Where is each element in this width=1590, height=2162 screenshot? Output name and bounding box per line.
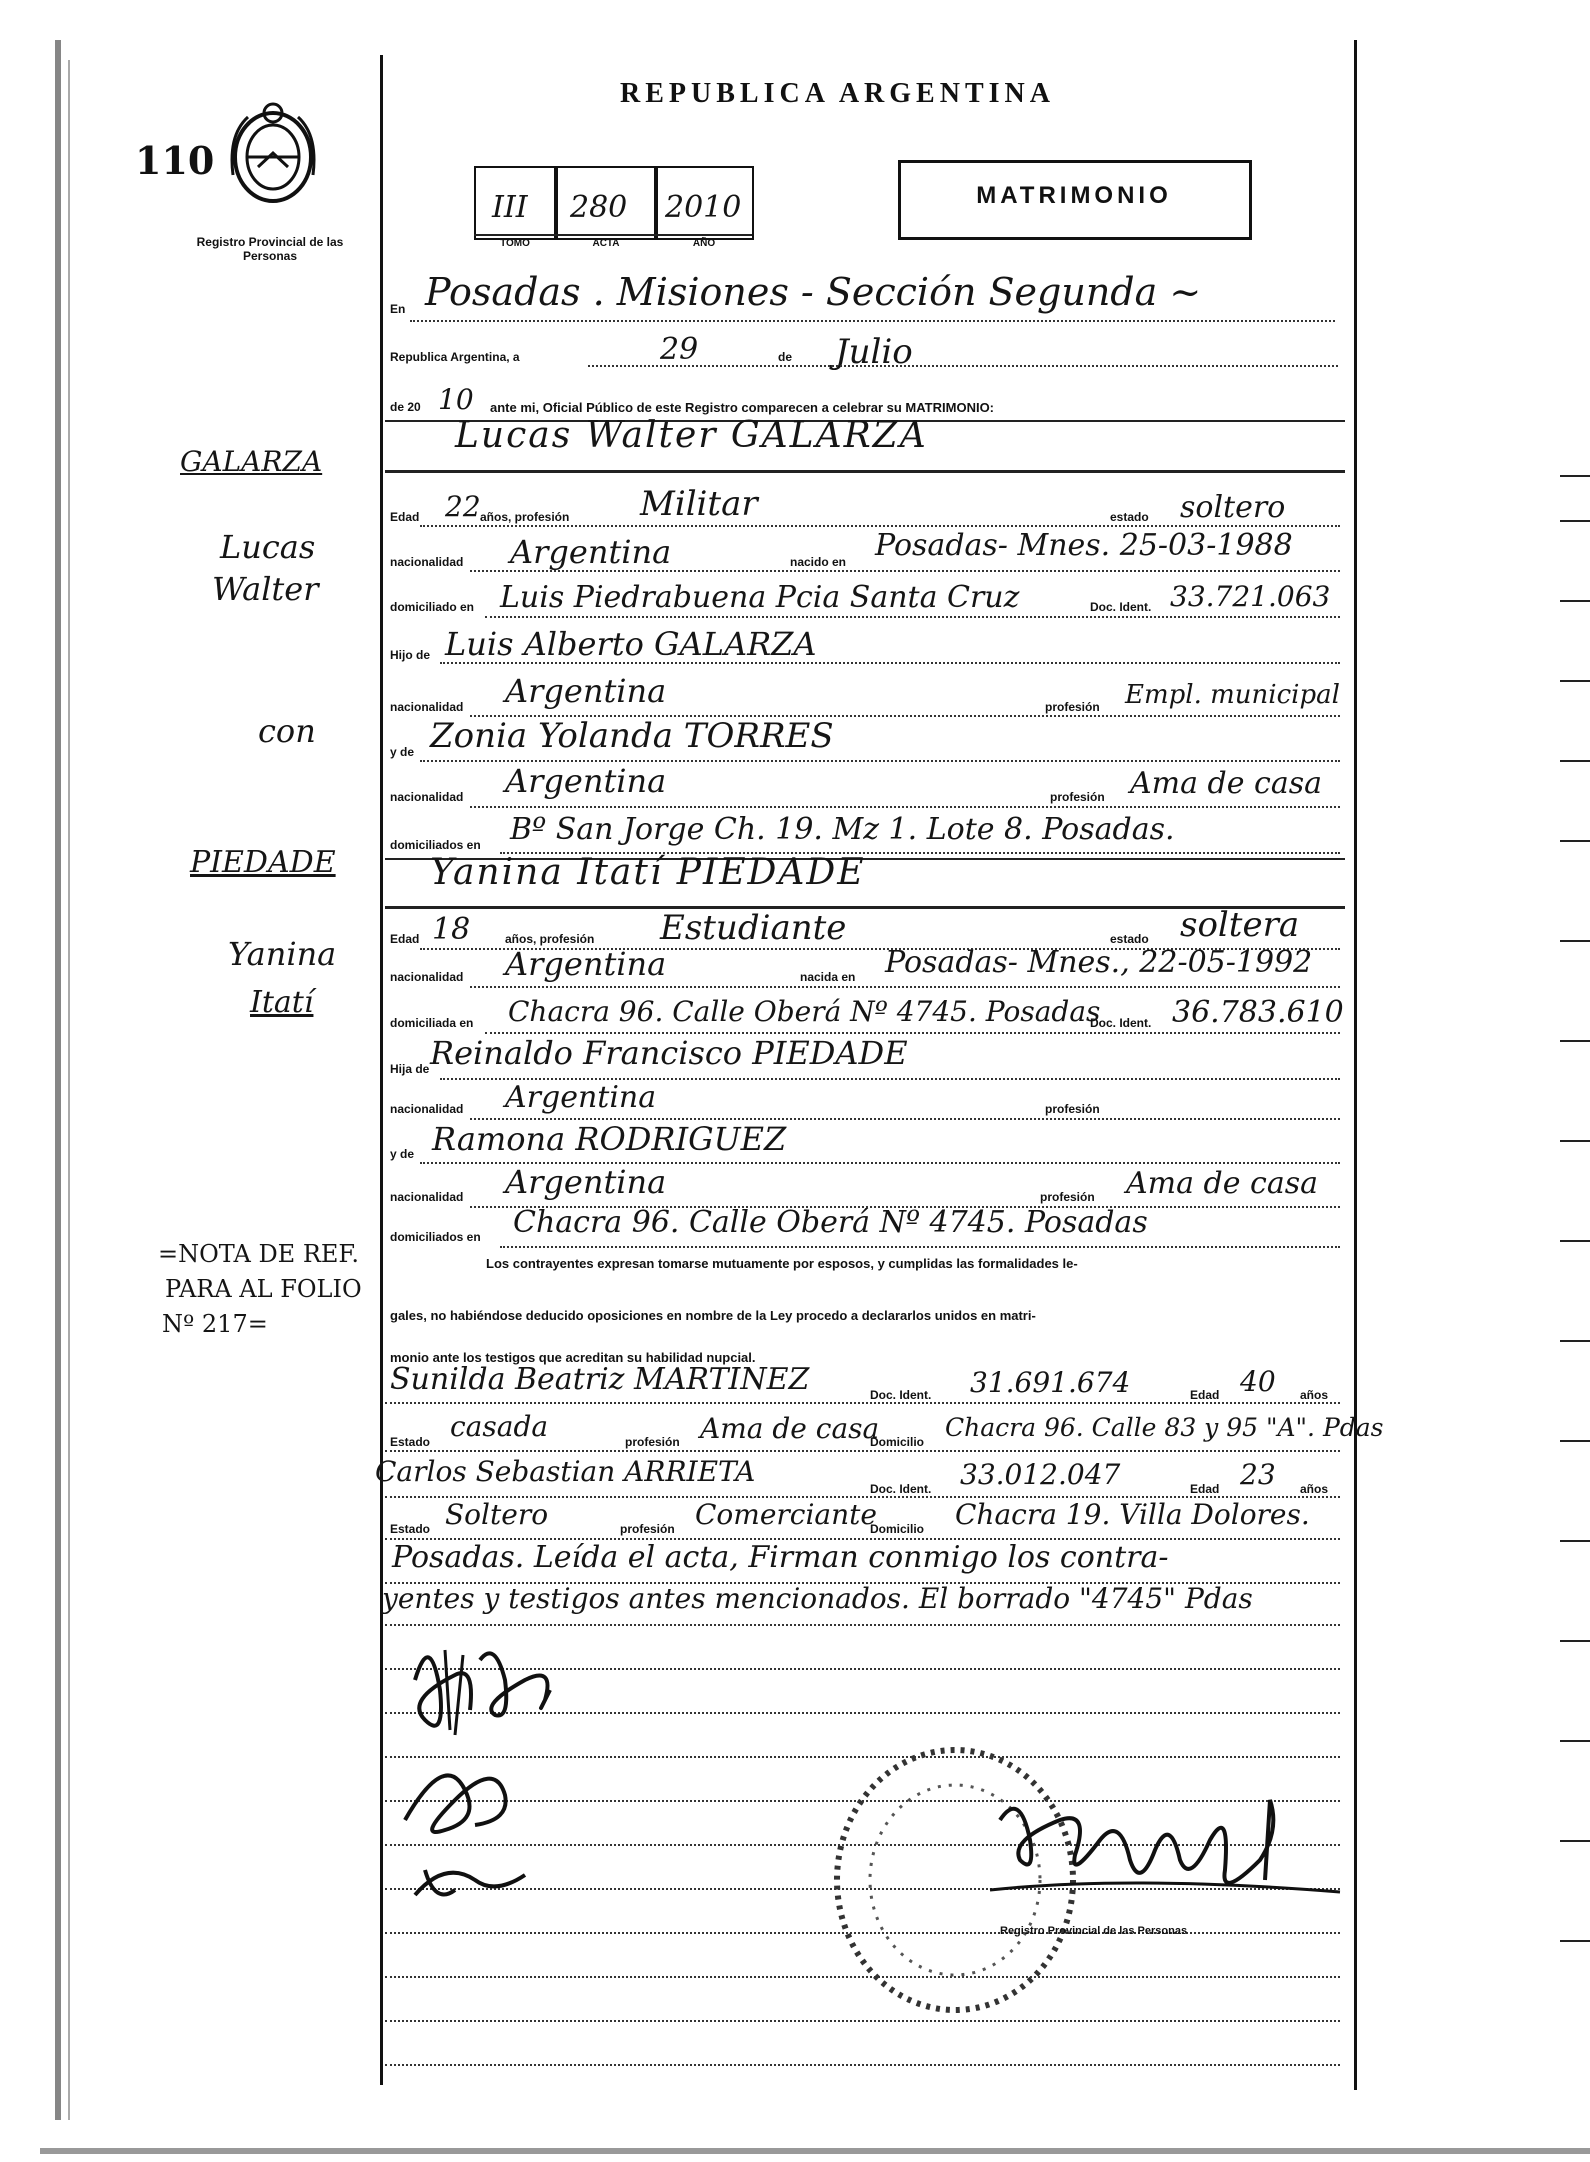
witness1-profession: Ama de casa — [700, 1412, 880, 1445]
groom-father-prof: Empl. municipal — [1125, 680, 1340, 710]
line — [470, 986, 1340, 988]
bride-father-nat: Argentina — [505, 1080, 657, 1115]
groom-birth: Posadas- Mnes. 25-03-1988 — [875, 528, 1293, 563]
groom-father-nat-label: nacionalidad — [390, 700, 464, 714]
witness1-address: Chacra 96. Calle 83 y 95 "A". Pdas — [945, 1413, 1384, 1442]
groom-mother-label: y de — [390, 745, 415, 759]
bride-nacida-label: nacida en — [800, 970, 856, 984]
year-prefix: de 20 — [390, 400, 421, 414]
groom-parents-address: Bº San Jorge Ch. 19. Mz 1. Lote 8. Posadas. — [510, 812, 1175, 847]
witness1-name: Sunilda Beatriz MARTINEZ — [390, 1362, 810, 1397]
groom-address: Luis Piedrabuena Pcia Santa Cruz — [500, 580, 1020, 615]
groom-mother: Zonia Yolanda TORRES — [430, 716, 834, 756]
official-signature-icon — [980, 1780, 1350, 1920]
bride-estado-label: estado — [1110, 932, 1149, 946]
month: Julio — [835, 332, 913, 372]
bride-mother: Ramona RODRIGUEZ — [432, 1120, 787, 1158]
declaration-line2: gales, no habiéndose deducido oposiciones en nombre de la Ley procedo a declararlos unidos en matri- — [390, 1308, 1036, 1323]
en-label: En — [390, 302, 406, 316]
facing-page-line — [1560, 1240, 1590, 1242]
line — [470, 570, 1340, 572]
groom-father-prof-label: profesión — [1045, 700, 1100, 714]
margin-bride-surname: PIEDADE — [190, 845, 336, 880]
facing-page-line — [1560, 680, 1590, 682]
facing-page-line — [1560, 1840, 1590, 1842]
statement: ante mi, Oficial Público de este Registro comparecen a celebrar su MATRIMONIO: — [490, 400, 995, 415]
groom-estado: soltero — [1180, 490, 1286, 525]
republica-label: Republica Argentina, a — [390, 350, 520, 364]
groom-anos-label: años, profesión — [480, 510, 570, 524]
groom-nac-label: nacionalidad — [390, 555, 464, 569]
anio-value: 2010 — [665, 190, 742, 225]
witness2-prof-label: profesión — [620, 1522, 675, 1536]
bride-doc-label: Doc. Ident. — [1090, 1016, 1152, 1030]
bride-mother-nat-label: nacionalidad — [390, 1190, 464, 1204]
margin-note-line1: =NOTA DE REF. — [158, 1240, 359, 1268]
groom-father: Luis Alberto GALARZA — [445, 625, 817, 663]
facing-page-line — [1560, 1940, 1590, 1942]
tomo-label: TOMO — [500, 238, 530, 249]
witness1-doc-label: Doc. Ident. — [870, 1388, 932, 1402]
place: Posadas . Misiones - Sección Segunda ~ — [425, 270, 1202, 314]
witness2-doc-label: Doc. Ident. — [870, 1482, 932, 1496]
closing-line1: Posadas. Leída el acta, Firman conmigo los contra- — [392, 1540, 1169, 1575]
facing-page-line — [1560, 1740, 1590, 1742]
facing-page-line — [1560, 520, 1590, 522]
anio-label: AÑO — [692, 238, 716, 249]
witness1-doc: 31.691.674 — [970, 1366, 1131, 1399]
signature-icon — [385, 1620, 605, 1910]
margin-note-line2: PARA AL FOLIO — [165, 1275, 362, 1303]
right-rule — [1354, 40, 1357, 2090]
bride-parents-address: Chacra 96. Calle Oberá Nº 4745. Posadas — [513, 1205, 1148, 1240]
margin-groom-surname: GALARZA — [180, 445, 323, 478]
groom-mother-prof: Ama de casa — [1130, 766, 1322, 801]
year-suffix: 10 — [438, 383, 474, 416]
witness2-address: Chacra 19. Villa Dolores. — [955, 1498, 1310, 1531]
bride-mother-label: y de — [390, 1147, 415, 1161]
line — [385, 2064, 1340, 2066]
bride-mother-nat: Argentina — [505, 1163, 667, 1201]
bride-full-name: Yanina Itatí PIEDADE — [430, 852, 866, 893]
witness1-estado: casada — [450, 1410, 549, 1443]
coat-of-arms-icon — [218, 95, 328, 215]
bride-father-nat-label: nacionalidad — [390, 1102, 464, 1116]
section-rule — [385, 470, 1345, 473]
groom-estado-label: estado — [1110, 510, 1149, 524]
registry-number: 110 — [135, 138, 215, 183]
groom-mother-nat-label: nacionalidad — [390, 790, 464, 804]
margin-con: con — [258, 712, 316, 750]
record-type: MATRIMONIO — [976, 182, 1172, 209]
witness2-profession: Comerciante — [695, 1498, 877, 1531]
witness1-estado-label: Estado — [390, 1435, 431, 1449]
facing-page-line — [1560, 475, 1590, 477]
witness2-age: 23 — [1240, 1458, 1276, 1491]
acta-label: ACTA — [592, 238, 620, 249]
witness2-name: Carlos Sebastian ARRIETA — [375, 1455, 756, 1488]
witness1-edad-label: Edad — [1190, 1388, 1220, 1402]
bride-birth: Posadas- Mnes., 22-05-1992 — [885, 945, 1313, 980]
line — [410, 320, 1335, 322]
margin-groom-name1: Lucas — [220, 528, 316, 566]
facing-page-line — [1560, 760, 1590, 762]
groom-mother-nat: Argentina — [505, 762, 667, 800]
bride-father-label: Hija de — [390, 1062, 430, 1076]
witness1-anos-label: años — [1300, 1388, 1329, 1402]
line — [420, 525, 1340, 527]
box-divider — [474, 234, 752, 236]
groom-parents-dom-label: domiciliados en — [390, 838, 481, 852]
bride-nationality: Argentina — [505, 945, 667, 983]
witness1-age: 40 — [1240, 1365, 1276, 1398]
bride-mother-prof-label: profesión — [1040, 1190, 1095, 1204]
witness2-doc: 33.012.047 — [960, 1458, 1121, 1491]
facing-page-line — [1560, 600, 1590, 602]
margin-bride-name1: Yanina — [228, 935, 337, 973]
facing-page-line — [1560, 1140, 1590, 1142]
acta-value: 280 — [570, 190, 628, 225]
bride-profession: Estudiante — [660, 908, 847, 948]
witness1-dom-label: Domicilio — [870, 1435, 925, 1449]
margin-note-line3: Nº 217= — [162, 1310, 268, 1338]
groom-doc: 33.721.063 — [1170, 580, 1331, 613]
bride-estado: soltera — [1180, 905, 1300, 945]
day: 29 — [660, 332, 699, 367]
witness1-prof-label: profesión — [625, 1435, 680, 1449]
declaration-line3: monio ante los testigos que acreditan su habilidad nupcial. — [390, 1350, 756, 1365]
bride-nac-label: nacionalidad — [390, 970, 464, 984]
witness2-estado: Soltero — [445, 1498, 549, 1531]
country-title: REPUBLICA ARGENTINA — [620, 78, 1055, 109]
groom-nationality: Argentina — [510, 533, 672, 571]
groom-father-label: Hijo de — [390, 648, 431, 662]
line — [485, 616, 1340, 618]
facing-page-line — [1560, 1540, 1590, 1542]
line — [470, 806, 1340, 808]
binding-edge-inner — [68, 60, 70, 2120]
facing-page-line — [1560, 1040, 1590, 1042]
groom-edad-label: Edad — [390, 510, 420, 524]
bride-doc: 36.783.610 — [1172, 995, 1344, 1030]
bride-age: 18 — [432, 912, 471, 947]
facing-page-line — [1560, 1340, 1590, 1342]
bottom-edge — [40, 2148, 1590, 2154]
groom-mother-prof-label: profesión — [1050, 790, 1105, 804]
groom-father-nat: Argentina — [505, 672, 667, 710]
line — [385, 1402, 1340, 1404]
line — [588, 365, 1338, 367]
bride-dom-label: domiciliada en — [390, 1016, 474, 1030]
margin-bride-name2: Itatí — [250, 985, 314, 1020]
bride-father: Reinaldo Francisco PIEDADE — [430, 1034, 908, 1072]
groom-full-name: Lucas Walter GALARZA — [455, 415, 928, 456]
facing-page-line — [1560, 940, 1590, 942]
witness2-anos-label: años — [1300, 1482, 1329, 1496]
facing-page-line — [1560, 1440, 1590, 1442]
declaration-line1: Los contrayentes expresan tomarse mutuamente por esposos, y cumplidas las formalidades le- — [486, 1256, 1078, 1271]
bride-address: Chacra 96. Calle Oberá Nº 4745. Posadas — [508, 995, 1101, 1028]
groom-doc-label: Doc. Ident. — [1090, 600, 1152, 614]
line — [385, 1450, 1340, 1452]
witness2-estado-label: Estado — [390, 1522, 431, 1536]
bride-anos-label: años, profesión — [505, 932, 595, 946]
margin-groom-name2: Walter — [212, 570, 319, 608]
facing-page-line — [1560, 840, 1590, 842]
registry-name: Registro Provincial de las Personas — [196, 235, 344, 263]
line — [440, 662, 1340, 664]
line — [500, 1246, 1340, 1248]
witness2-edad-label: Edad — [1190, 1482, 1220, 1496]
tomo-value: III — [492, 190, 528, 225]
bride-father-prof-label: profesión — [1045, 1102, 1100, 1116]
bride-mother-prof: Ama de casa — [1126, 1166, 1318, 1201]
bride-parents-dom-label: domiciliados en — [390, 1230, 481, 1244]
margin-rule — [380, 55, 383, 2085]
facing-page-line — [1560, 1640, 1590, 1642]
groom-nacido-label: nacido en — [790, 555, 847, 569]
groom-age: 22 — [445, 490, 481, 523]
binding-edge — [55, 40, 61, 2120]
closing-line2: yentes y testigos antes mencionados. El borrado "4745" Pdas — [382, 1582, 1253, 1615]
witness2-dom-label: Domicilio — [870, 1522, 925, 1536]
groom-profession: Militar — [640, 484, 758, 524]
de-label: de — [778, 350, 793, 364]
groom-dom-label: domiciliado en — [390, 600, 475, 614]
seal-caption: Registro Provincial de las Personas — [1000, 1925, 1188, 1937]
bride-edad-label: Edad — [390, 932, 420, 946]
